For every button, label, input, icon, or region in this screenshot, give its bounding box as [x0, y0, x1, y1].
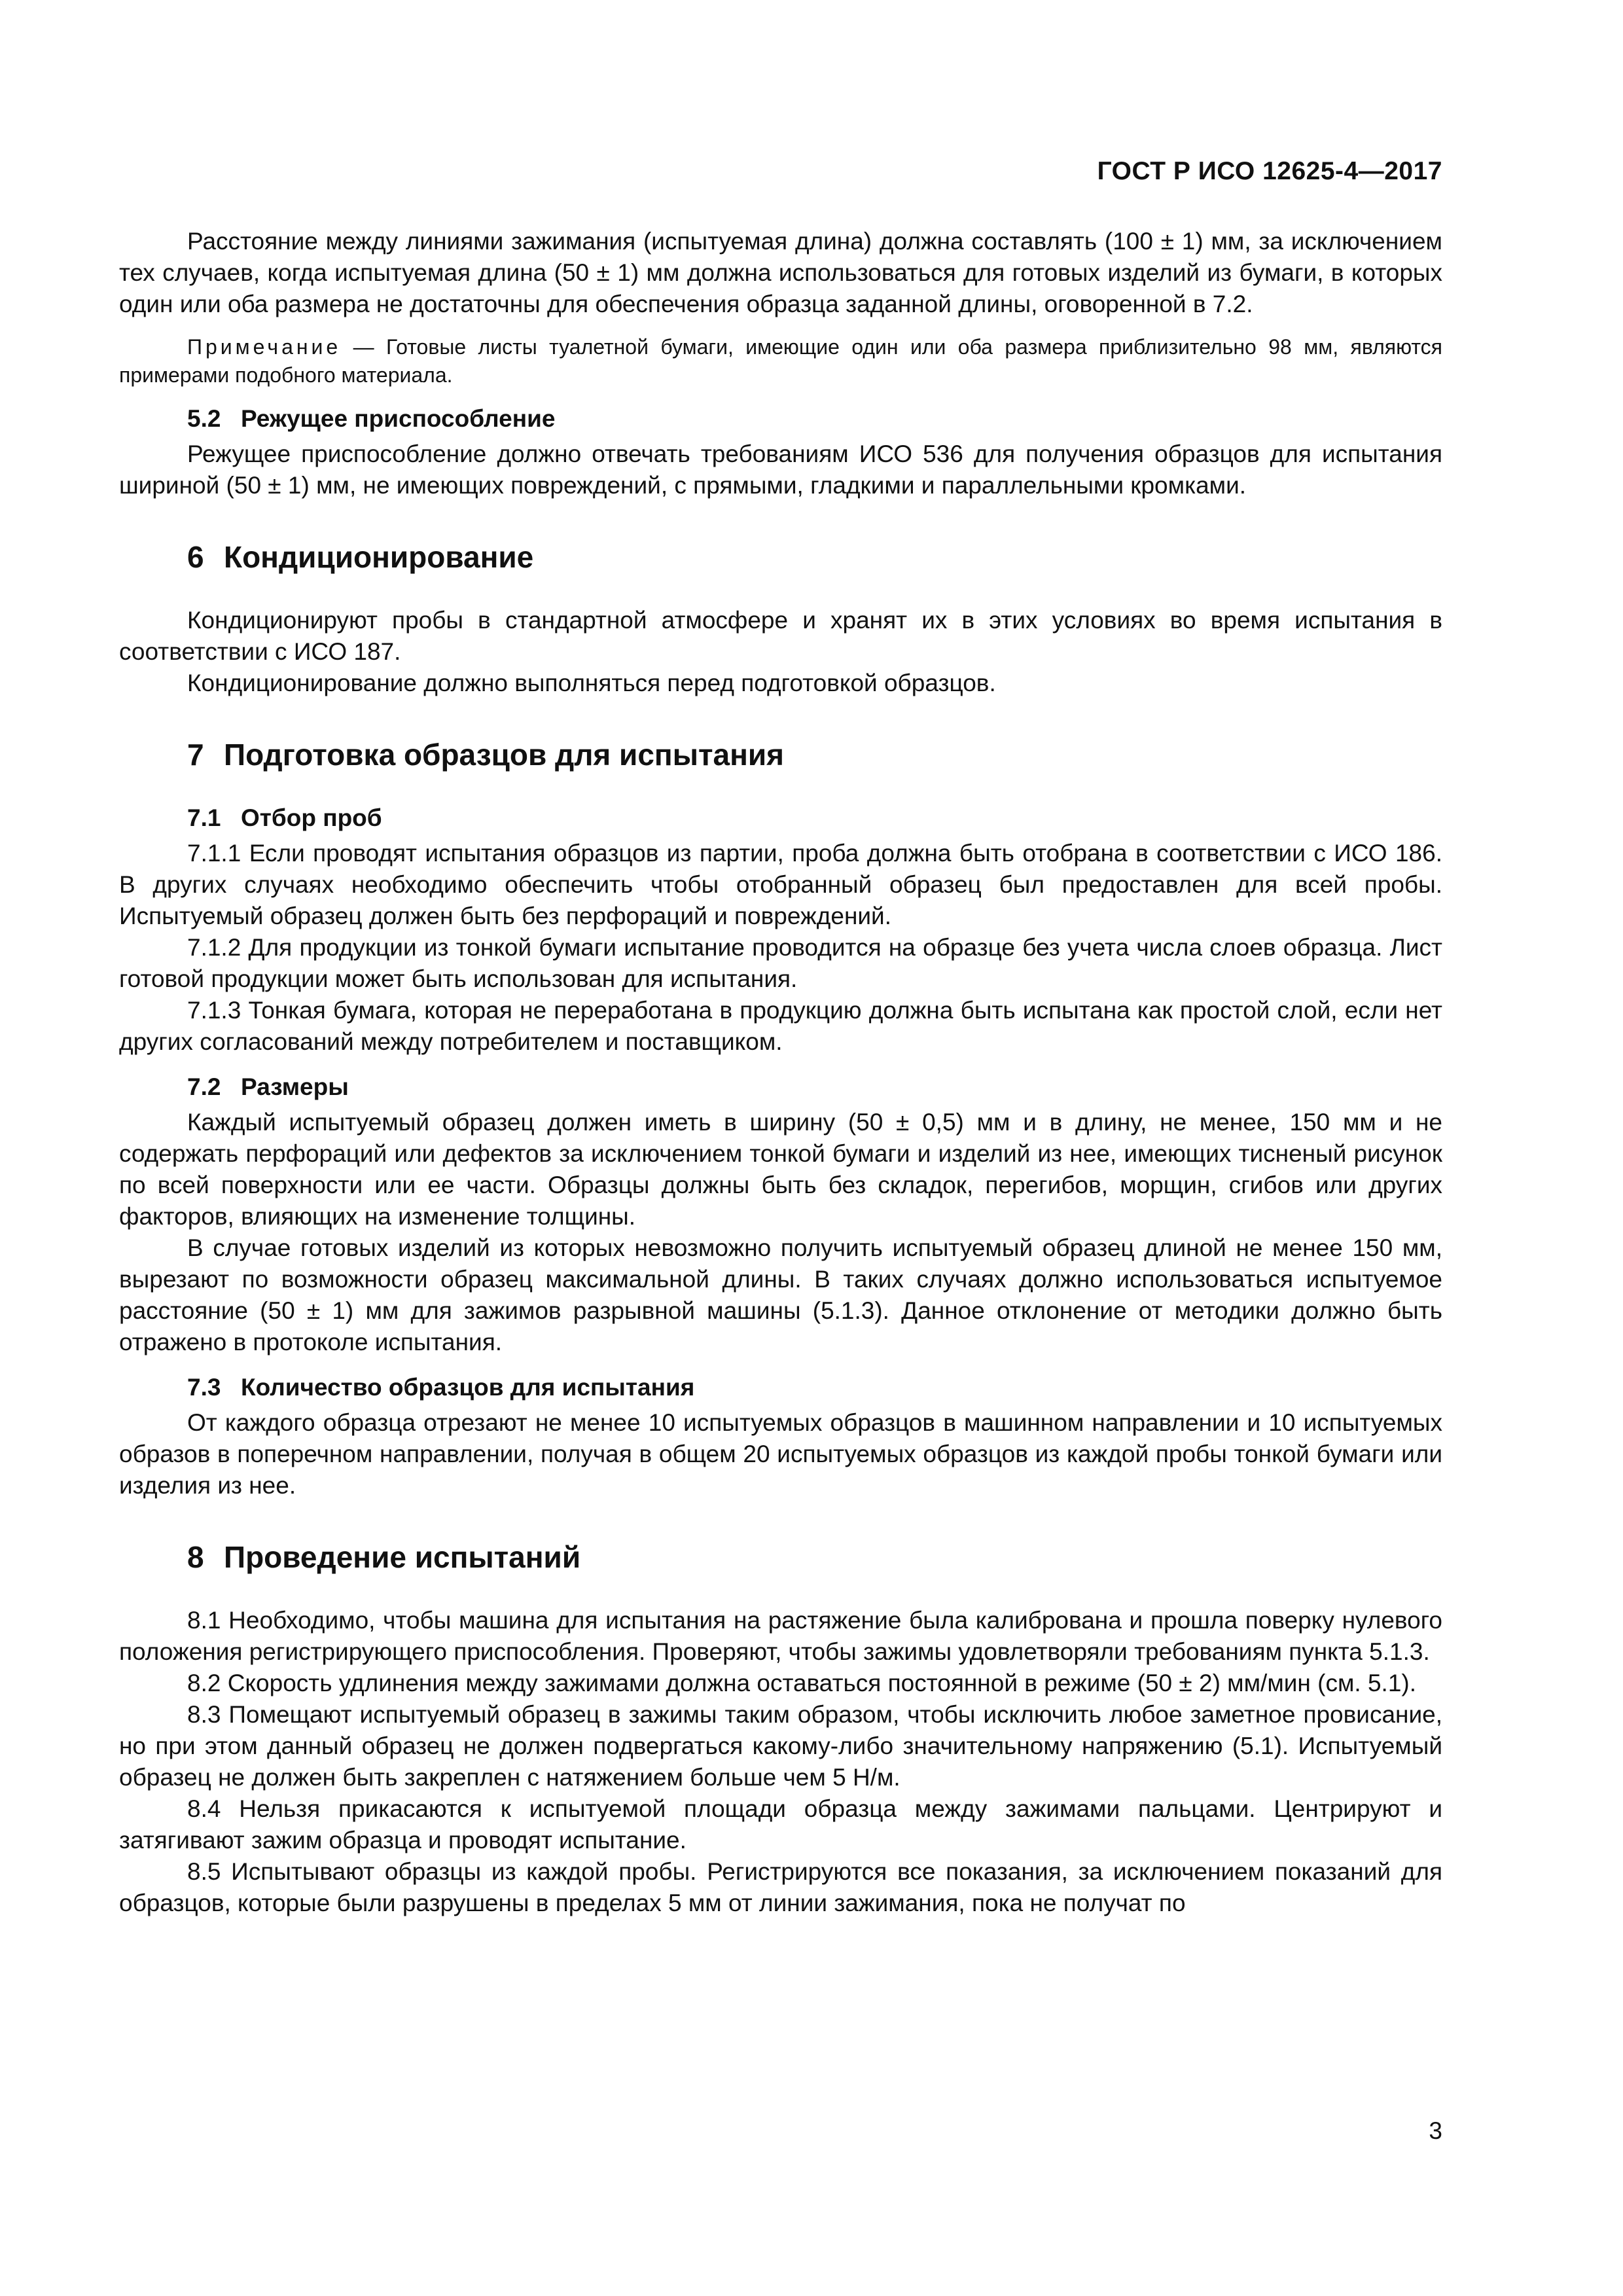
subsection-heading: [187, 802, 1442, 834]
note-text: — Готовые листы туалетной бумаги, имеющие один или оба размера приблизительно 98 мм, являются примерами подобного материала.: [119, 335, 1442, 387]
paragraph: 7.1.1 Если проводят испытания образцов из партии, проба должна быть отобрана в соответствии с ИСО 186. В других случаях необходимо обеспечить чтобы отобранный образец был предоставлен для всей пробы. Испытуемый образец должен быть без перфораций и повреждений.: [119, 840, 1442, 929]
heading-title: Режущее приспособление: [241, 405, 556, 432]
paragraph: В случае готовых изделий из которых невозможно получить испытуемый образец длиной не менее 150 мм, вырезают по возможности образец максимальной длины. В таких случаях должно использоваться испытуемое расстояние (50 ± 1) мм для зажимов разрывной машины (5.1.3). Данное отклонение от методики должно быть отражено в протоколе испытания.: [119, 1234, 1442, 1355]
paragraph: Режущее приспособление должно отвечать требованиям ИСО 536 для получения образцов для испытания шириной (50 ± 1) мм, не имеющих повреждений, с прямыми, гладкими и параллельными кромками.: [119, 440, 1442, 499]
heading-number: 8: [187, 1540, 204, 1574]
paragraph: Кондиционирование должно выполняться перед подготовкой образцов.: [187, 670, 996, 696]
page-number: 3: [1429, 2117, 1442, 2144]
heading-title: Подготовка образцов для испытания: [224, 738, 784, 772]
section-heading: [187, 1539, 1442, 1575]
heading-title: Количество образцов для испытания: [241, 1374, 695, 1401]
paragraph: От каждого образца отрезают не менее 10 испытуемых образцов в машинном направлении и 10 испытуемых образов в поперечном направлении, получая в общем 20 испытуемых образцов из каждой пробы тонкой бумаги или изделия из нее.: [119, 1409, 1442, 1499]
note-label: Примечание: [187, 335, 342, 359]
paragraph: 7.1.3 Тонкая бумага, которая не переработана в продукцию должна быть испытана как простой слой, если нет других согласований между потребителем и поставщиком.: [119, 997, 1442, 1055]
heading-number: 7.3: [187, 1374, 221, 1401]
heading-number: 7: [187, 738, 204, 772]
paragraph: 8.5 Испытывают образцы из каждой пробы. Регистрируются все показания, за исключением показаний для образцов, которые были разрушены в пределах 5 мм от линии зажимания, пока не получат по: [119, 1858, 1442, 1916]
paragraph: 8.2 Скорость удлинения между зажимами должна оставаться постоянной в режиме (50 ± 2) мм/мин (см. 5.1).: [187, 1670, 1417, 1696]
heading-number: 7.2: [187, 1073, 221, 1100]
section-heading: [187, 736, 1442, 773]
heading-number: 6: [187, 540, 204, 574]
paragraph: 8.4 Нельзя прикасаются к испытуемой площади образца между зажимами пальцами. Центрируют и затягивают зажим образца и проводят испытание.: [119, 1795, 1442, 1854]
heading-number: 7.1: [187, 804, 221, 831]
page-content: [119, 226, 1442, 1919]
paragraph: Кондиционируют пробы в стандартной атмосфере и хранят их в этих условиях во время испытания в соответствии с ИСО 187.: [119, 607, 1442, 665]
paragraph: 7.1.2 Для продукции из тонкой бумаги испытание проводится на образце без учета числа слоев образца. Лист готовой продукции может быть использован для испытания.: [119, 934, 1442, 992]
document-header: ГОСТ Р ИСО 12625-4—2017: [1097, 157, 1442, 185]
paragraph: 8.3 Помещают испытуемый образец в зажимы таким образом, чтобы исключить любое заметное провисание, но при этом данный образец не должен подвергаться какому-либо значительному напряжению (5.1). Испытуемый образец не должен быть закреплен с натяжением больше чем 5 Н/м.: [119, 1701, 1442, 1791]
heading-title: Отбор проб: [241, 804, 382, 831]
section-heading: [187, 539, 1442, 575]
note: [119, 333, 1442, 389]
heading-title: Размеры: [241, 1073, 349, 1100]
paragraph: Расстояние между линиями зажимания (испытуемая длина) должна составлять (100 ± 1) мм, за исключением тех случаев, когда испытуемая длина (50 ± 1) мм должна использоваться для готовых изделий из бумаги, в которых один или оба размера не достаточны для обеспечения образца заданной длины, оговоренной в 7.2.: [119, 228, 1442, 317]
paragraph: Каждый испытуемый образец должен иметь в ширину (50 ± 0,5) мм и в длину, не менее, 150 мм и не содержать перфораций или дефектов за исключением тонкой бумаги и изделий из нее, имеющих тисненый рисунок по всей поверхности или ее части. Образцы должны быть без складок, перегибов, морщин, сгибов или других факторов, влияющих на изменение толщины.: [119, 1109, 1442, 1230]
subsection-heading: [187, 1372, 1442, 1403]
subsection-heading: [187, 403, 1442, 435]
heading-number: 5.2: [187, 405, 221, 432]
heading-title: Кондиционирование: [224, 540, 534, 574]
document-page: [119, 0, 1442, 2296]
subsection-heading: [187, 1071, 1442, 1103]
paragraph: 8.1 Необходимо, чтобы машина для испытания на растяжение была калибрована и прошла поверку нулевого положения регистрирующего приспособления. Проверяют, чтобы зажимы удовлетворяли требованиям пункта 5.1.3.: [119, 1607, 1442, 1665]
heading-title: Проведение испытаний: [224, 1540, 581, 1574]
